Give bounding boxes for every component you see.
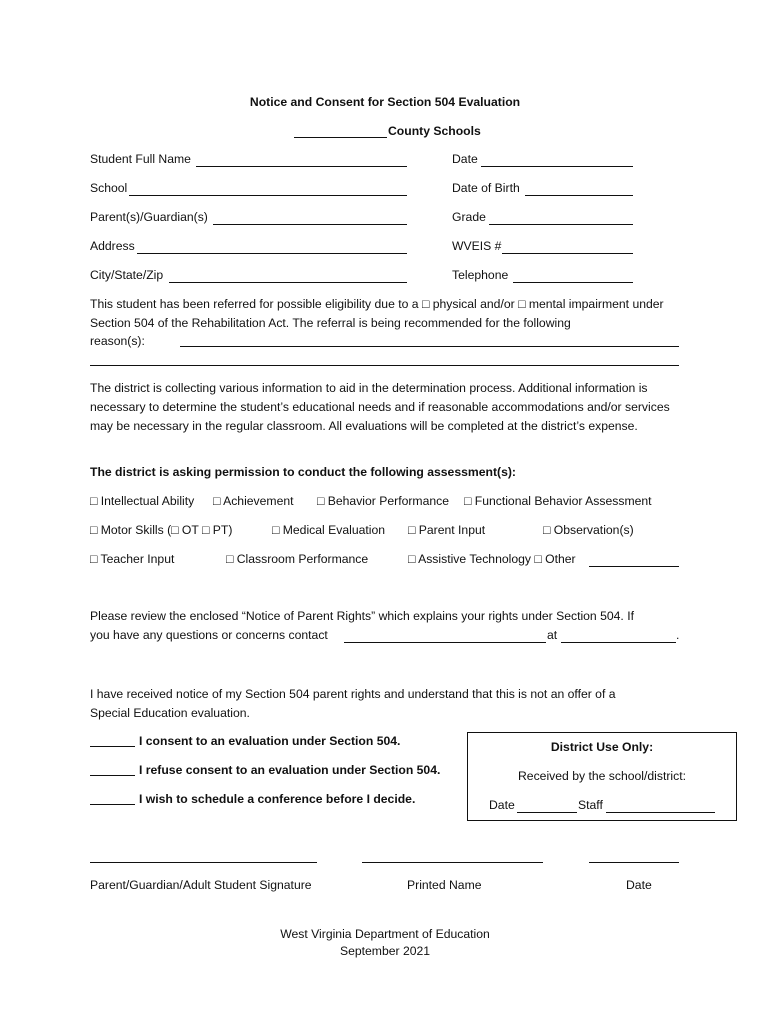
field-label-telephone: Telephone [452, 268, 509, 282]
option-motor-skills[interactable]: □ Motor Skills (□ OT □ PT) [90, 523, 233, 537]
field-label-address: Address [90, 239, 135, 253]
field-label-wveis: WVEIS # [452, 239, 502, 253]
signature-date-label: Date [626, 878, 652, 892]
option-behavior-performance[interactable]: □ Behavior Performance [317, 494, 450, 508]
field-label-dob: Date of Birth [452, 181, 520, 195]
grade-line[interactable] [489, 224, 633, 225]
option-functional-behavior[interactable]: □ Functional Behavior Assessment [464, 494, 652, 508]
school-line[interactable] [129, 195, 407, 196]
district-staff-line[interactable] [606, 812, 715, 813]
consent-option: I consent to an evaluation under Section 504. [139, 734, 401, 748]
city-line[interactable] [169, 282, 407, 283]
county-schools-label: County Schools [388, 124, 481, 138]
dob-line[interactable] [525, 195, 633, 196]
student-name-line[interactable] [196, 166, 407, 167]
option-classroom-performance[interactable]: □ Classroom Performance [226, 552, 369, 566]
rights-at: at [547, 628, 558, 642]
footer-org: West Virginia Department of Education [280, 927, 490, 941]
footer-date: September 2021 [339, 944, 431, 958]
district-date-line[interactable] [517, 812, 577, 813]
district-staff-label: Staff [578, 798, 603, 812]
refuse-line[interactable] [90, 775, 135, 776]
option-parent-input[interactable]: □ Parent Input [408, 523, 486, 537]
form-title: Notice and Consent for Section 504 Evaluation [249, 95, 521, 109]
printed-name-line[interactable] [362, 862, 543, 863]
contact-line[interactable] [344, 642, 546, 643]
rights-line-1: Please review the enclosed “Notice of Parent Rights” which explains your rights under Section 504. If [90, 609, 634, 623]
info-paragraph: The district is collecting various information to aid in the determination process. Additional information is necessary to determine the student’s educational needs and if reasonable accommodations and/or services may be necessary in the regular classroom. All evaluations will be completed at the district’s expense. [90, 381, 670, 433]
contact-phone-line[interactable] [561, 642, 676, 643]
referral-text: This student has been referred for possible eligibility due to a □ physical and/or □ mental impairment under Section 504 of the Rehabilitation Act. The referral is being recommended for the following [90, 297, 664, 330]
option-assistive-technology-other[interactable]: □ Assistive Technology □ Other [408, 552, 576, 566]
field-label-date: Date [452, 152, 478, 166]
field-label-city: City/State/Zip [90, 268, 164, 282]
assessment-heading: The district is asking permission to conduct the following assessment(s): [90, 465, 516, 479]
option-medical-evaluation[interactable]: □ Medical Evaluation [272, 523, 386, 537]
conference-line[interactable] [90, 804, 135, 805]
district-received-label: Received by the school/district: [518, 769, 686, 783]
address-line[interactable] [137, 253, 407, 254]
option-observations[interactable]: □ Observation(s) [543, 523, 634, 537]
district-date-label: Date [489, 798, 515, 812]
signature-line[interactable] [90, 862, 317, 863]
field-label-grade: Grade [452, 210, 486, 224]
refuse-option: I refuse consent to an evaluation under Section 504. [139, 763, 441, 777]
acknowledgement-text: I have received notice of my Section 504 parent rights and understand that this is not an offer of a Special Education evaluation. [90, 687, 616, 720]
field-label-school: School [90, 181, 128, 195]
reason-label: reason(s): [90, 334, 145, 348]
field-label-student-name: Student Full Name [90, 152, 191, 166]
rights-period: . [676, 628, 680, 642]
date-line[interactable] [481, 166, 633, 167]
reason-line-2[interactable] [90, 365, 679, 366]
consent-line[interactable] [90, 746, 135, 747]
telephone-line[interactable] [513, 282, 633, 283]
printed-name-label: Printed Name [407, 878, 482, 892]
county-name-line[interactable] [294, 137, 387, 138]
parents-line[interactable] [213, 224, 407, 225]
field-label-parents: Parent(s)/Guardian(s) [90, 210, 208, 224]
signature-date-line[interactable] [589, 862, 679, 863]
reason-line-1[interactable] [180, 346, 679, 347]
option-teacher-input[interactable]: □ Teacher Input [90, 552, 175, 566]
conference-option: I wish to schedule a conference before I decide. [139, 792, 416, 806]
signature-label: Parent/Guardian/Adult Student Signature [90, 878, 312, 892]
option-intellectual-ability[interactable]: □ Intellectual Ability [90, 494, 195, 508]
wveis-line[interactable] [502, 253, 633, 254]
rights-line-2: you have any questions or concerns contact [90, 628, 328, 642]
other-line[interactable] [589, 566, 679, 567]
district-use-title: District Use Only: [550, 740, 654, 754]
option-achievement[interactable]: □ Achievement [213, 494, 294, 508]
